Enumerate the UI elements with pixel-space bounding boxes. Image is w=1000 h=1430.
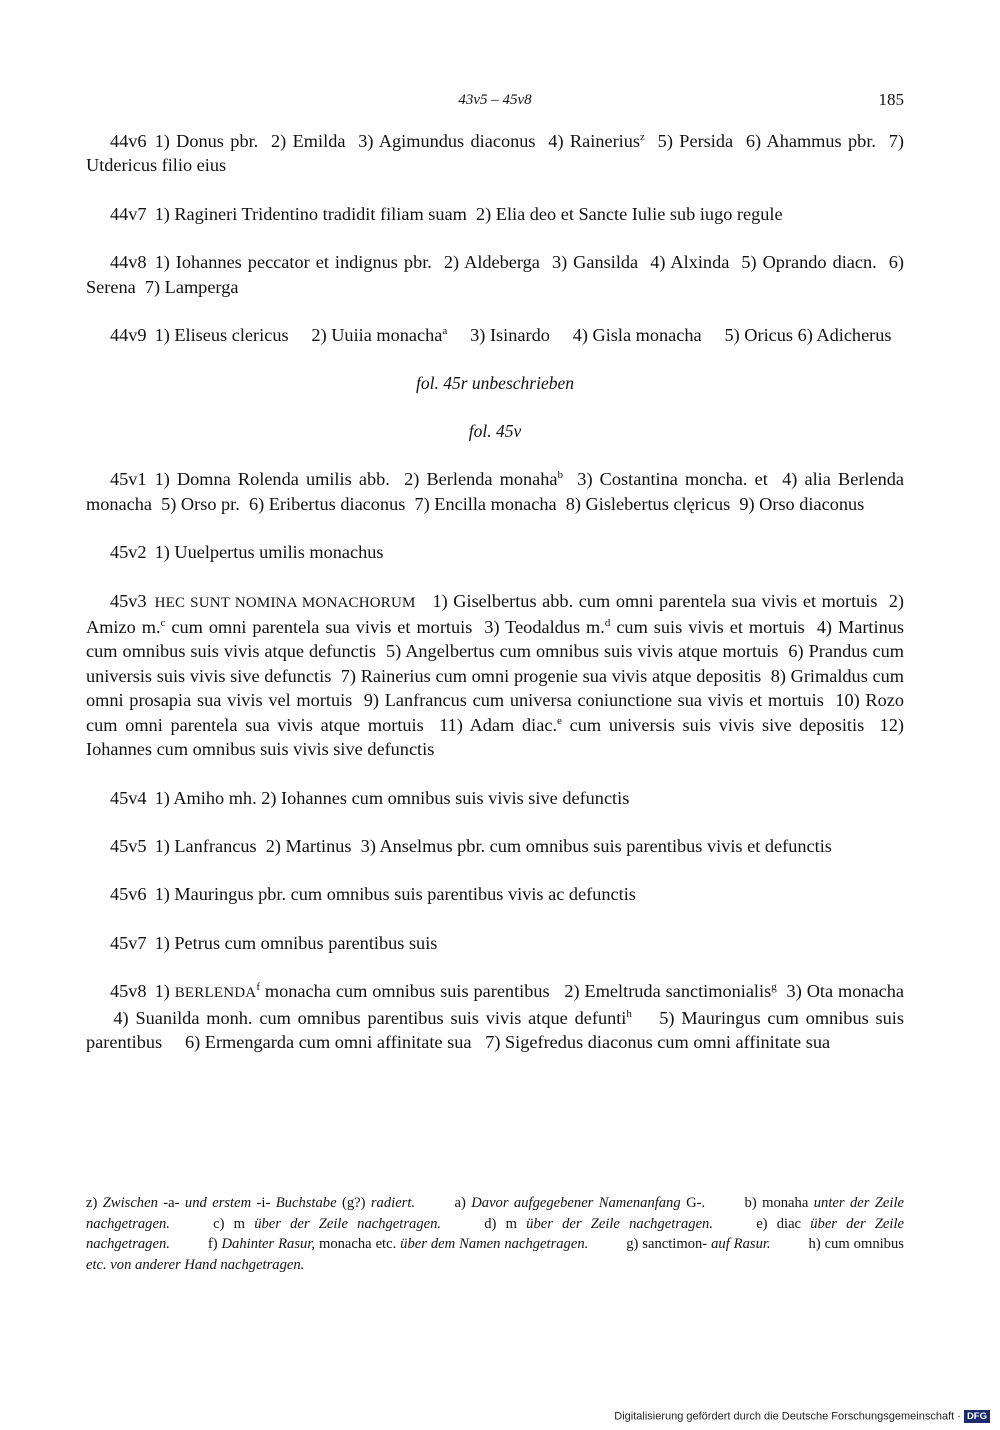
entry-id: 45v2 <box>110 542 147 563</box>
entry-45v1 <box>86 467 904 516</box>
footnote: a) Davor aufgegebener Namenanfang G-. <box>454 1195 706 1211</box>
entry-44v8 <box>86 250 904 299</box>
entry-text: 1) Eliseus clericus 2) Uuiia monacha$^a$ 3) Isinardo 4) Gisla monacha 5) Oricus 6) Adicherus <box>154 324 892 346</box>
footnote: d) m über der Zeile nachgetragen. <box>484 1215 713 1232</box>
digitization-text: Digitalisierung gefördert durch die Deutsche Forschungsgemeinschaft · <box>614 1410 961 1423</box>
entry-id: 45v6 <box>110 884 147 905</box>
entry-45v6 <box>86 882 904 906</box>
entry-45v2 <box>86 540 904 564</box>
entry-45v8 <box>86 979 904 1054</box>
footnotes <box>86 1193 904 1275</box>
entry-text: 1) Amiho mh. 2) Iohannes cum omnibus suis vivis sive defunctis <box>154 787 630 808</box>
entry-id: 44v8 <box>110 252 147 273</box>
entry-text: 1) BERLENDA$^f$ monacha cum omnibus suis parentibus 2) Emeltruda sanctimonialis$^g$ 3) Ota monacha 4) Suanilda monh. cum omnibus parentibus suis vivis atque defunti$^h$ 5) Mauringus cum omnibus suis parentibus 6) Ermengarda cum omni affinitate sua 7) Sigefredus diaconus cum omni affinitate sua <box>86 981 905 1052</box>
footnote: f) Dahinter Rasur, monacha etc. über dem Namen nachgetragen. <box>207 1236 589 1253</box>
entry-text: 1) Lanfrancus 2) Martinus 3) Anselmus pbr. cum omnibus suis parentibus vivis et defunctis <box>154 835 832 856</box>
entry-id: 45v5 <box>110 835 147 856</box>
entries-group-45v <box>86 467 904 1054</box>
entries-group-44v <box>86 129 904 347</box>
entry-id: 45v3 <box>110 590 147 611</box>
page-header <box>86 90 904 114</box>
entry-id: 45v7 <box>110 932 147 953</box>
entry-text: 1) Petrus cum omnibus parentibus suis <box>154 932 438 953</box>
entry-id: 45v8 <box>110 981 147 1002</box>
entry-text: 1) Domna Rolenda umilis abb. 2) Berlenda monaha$^b$ 3) Costantina moncha. et 4) alia Berlenda monacha 5) Orso pr. 6) Eribertus diaconus 7) Encilla monacha 8) Gislebertus clęricus 9) Orso diaconus <box>86 469 904 514</box>
entry-text: HEC SUNT NOMINA MONACHORUM 1) Giselbertus abb. cum omni parentela sua vivis et mortuis 2) Amizo m.$^c$ cum omni parentela sua vivis et mortuis 3) Teodaldus m.$^d$ cum suis vivis et mortuis 4) Martinus cum omnibus suis vivis atque defunctis 5) Angelbertus cum omnibus suis vivis atque mortuis 6) Prandus cum universis suis vivis sive defunctis 7) Rainerius cum omni progenie sua vivis atque depositis 8) Grimaldus cum omni prosapia sua vivis vel mortuis 9) Lanfrancus cum universa coniunctione sua vivis et mortuis 10) Rozo cum omni parentela sua vivis atque mortuis 11) Adam diac.$^e$ cum universis suis vivis sive depositis 12) Iohannes cum omnibus suis vivis sive defunctis <box>86 590 904 760</box>
entry-44v7 <box>86 202 904 226</box>
entry-text: 1) Uuelpertus umilis monachus <box>154 542 384 563</box>
entry-44v9 <box>86 323 904 347</box>
entry-45v3 <box>86 589 904 762</box>
page-number: 185 <box>878 90 904 109</box>
footnote: z) Zwischen -a- und erstem -i- Buchstabe (g?) radiert. <box>86 1195 416 1211</box>
entry-45v7 <box>86 931 904 955</box>
dfg-logo: DFG <box>964 1410 990 1423</box>
entry-text: 1) Donus pbr. 2) Emilda 3) Agimundus diaconus 4) Rainerius$^z$ 5) Persida 6) Ahammus pbr. 7) Utdericus filio eius <box>86 130 904 176</box>
entry-text: 1) Iohannes peccator et indignus pbr. 2) Aldeberga 3) Gansilda 4) Alxinda 5) Oprando diacn. 6) Serena 7) Lamperga <box>86 252 904 297</box>
folio-heading-45r: fol. 45r unbeschrieben <box>416 373 574 394</box>
entry-45v4 <box>86 786 904 810</box>
footnote: g) sanctimon- auf Rasur. <box>626 1236 771 1253</box>
entry-id: 45v1 <box>110 469 147 490</box>
footnote: b) monaha unter der Zeile nachgetragen. <box>86 1195 904 1232</box>
digitization-note <box>614 1410 990 1423</box>
entry-id: 45v4 <box>110 787 147 808</box>
entry-id: 44v6 <box>110 131 147 151</box>
running-title: 43v5 – 45v8 <box>458 92 532 108</box>
entry-text: 1) Ragineri Tridentino tradidit filiam suam 2) Elia deo et Sancte Iulie sub iugo regule <box>154 203 783 224</box>
document-body <box>86 129 904 1078</box>
entry-id: 44v9 <box>110 325 147 346</box>
entry-45v5 <box>86 834 904 858</box>
footnote: e) diac über der Zeile nachgetragen. <box>86 1215 904 1253</box>
footnote: c) m über der Zeile nachgetragen. <box>213 1215 442 1232</box>
entry-44v6 <box>86 129 904 178</box>
footnote: h) cum omnibus etc. von anderer Hand nachgetragen. <box>86 1236 904 1273</box>
entry-text: 1) Mauringus pbr. cum omnibus suis parentibus vivis ac defunctis <box>154 884 636 905</box>
entry-id: 44v7 <box>110 203 147 224</box>
folio-heading-45v: fol. 45v <box>468 421 522 442</box>
